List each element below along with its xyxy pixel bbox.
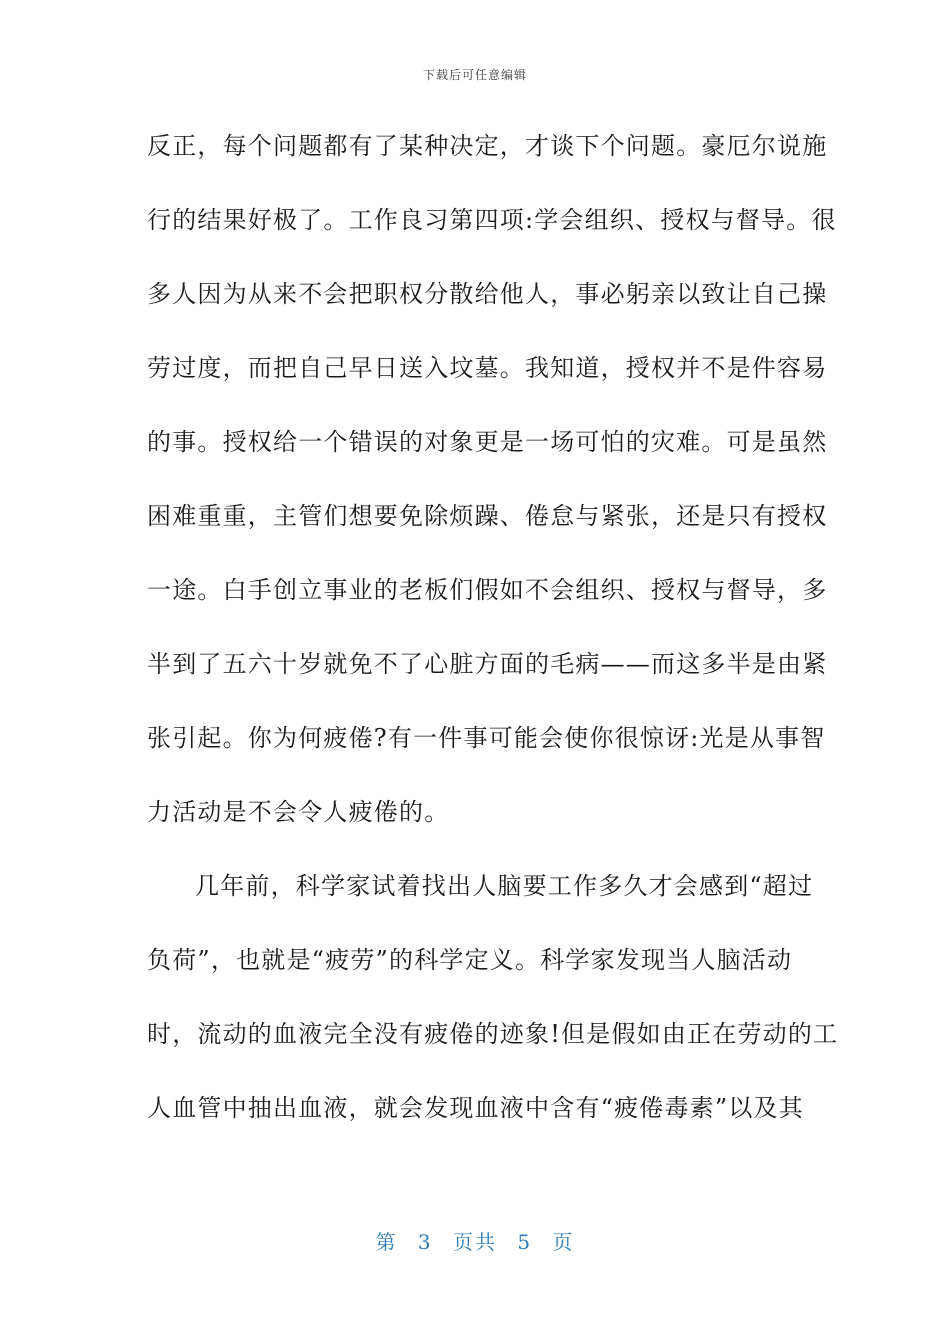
document-body [147, 124, 839, 1160]
page-label-prefix: 第 [375, 1230, 398, 1254]
page-header-note: 下载后可任意编辑 [422, 68, 527, 82]
paragraph-2 [147, 864, 839, 1160]
paragraph-1 [147, 124, 837, 864]
text-line: 一途。白手创立事业的老板们假如不会组织、授权与督导，多 [147, 576, 828, 604]
page-label-middle: 页共 [453, 1230, 497, 1254]
page-footer [0, 1226, 950, 1255]
text-line: 几年前，科学家试着找出人脑要工作多久才会感到“超过 [195, 872, 814, 900]
text-line: 劳过度，而把自己早日送入坟墓。我知道，授权并不是件容易 [147, 354, 828, 382]
page-label-suffix: 页 [552, 1230, 575, 1254]
text-line: 力活动是不会令人疲倦的。 [147, 798, 450, 826]
text-line: 反正，每个问题都有了某种决定，才谈下个问题。豪厄尔说施 [147, 132, 828, 160]
text-line: 行的结果好极了。工作良习第四项:学会组织、授权与督导。很 [147, 206, 837, 234]
current-page-number: 3 [417, 1230, 433, 1254]
total-pages-number: 5 [517, 1230, 533, 1254]
text-line: 的事。授权给一个错误的对象更是一场可怕的灾难。可是虽然 [147, 428, 828, 456]
text-line: 时，流动的血液完全没有疲倦的迹象!但是假如由正在劳动的工 [147, 1020, 839, 1048]
text-line: 多人因为从来不会把职权分散给他人，事必躬亲以致让自己操 [147, 280, 828, 308]
text-line: 张引起。你为何疲倦?有一件事可能会使你很惊讶:光是从事智 [147, 724, 826, 752]
text-line: 半到了五六十岁就免不了心脏方面的毛病——而这多半是由紧 [147, 650, 828, 678]
text-line: 人血管中抽出血液，就会发现血液中含有“疲倦毒素”以及其 [147, 1094, 804, 1122]
text-line: 困难重重，主管们想要免除烦躁、倦怠与紧张，还是只有授权 [147, 502, 828, 530]
text-line: 负荷”，也就是“疲劳”的科学定义。科学家发现当人脑活动 [147, 946, 793, 974]
